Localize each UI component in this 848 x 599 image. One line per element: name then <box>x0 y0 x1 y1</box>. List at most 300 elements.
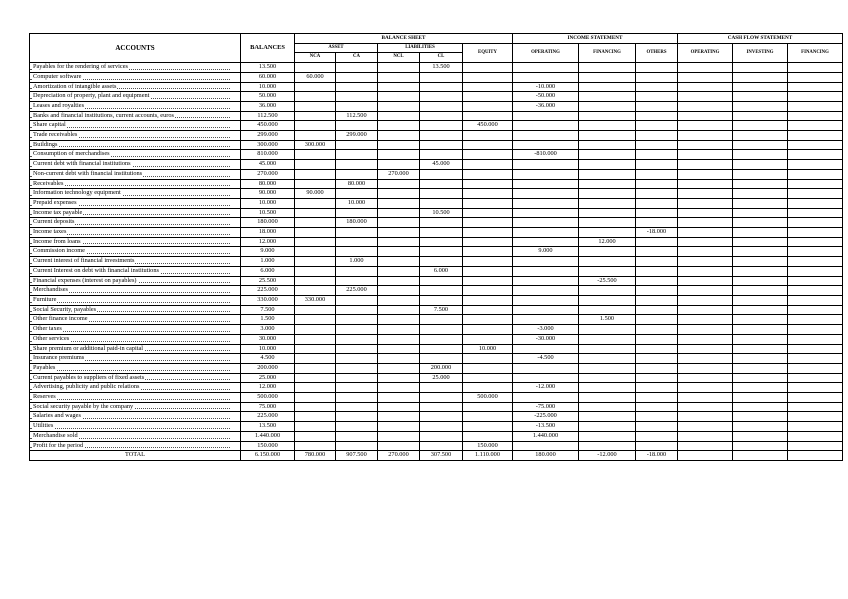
financing-cell <box>579 218 636 228</box>
ca-cell <box>336 431 378 441</box>
account-label: Advertising, publicity and public relations <box>33 383 140 391</box>
operating-cell <box>513 363 579 373</box>
ca-cell <box>336 344 378 354</box>
ncl-header: NCL <box>378 53 420 63</box>
table-row <box>30 92 843 102</box>
balance-cell: 25.500 <box>241 276 295 286</box>
financing-cell: 12.000 <box>579 237 636 247</box>
ncl-cell <box>378 140 420 150</box>
account-name <box>30 412 241 422</box>
total-ncl: 270.000 <box>378 451 420 461</box>
ncl-cell <box>378 92 420 102</box>
financing-cell <box>579 412 636 422</box>
operating-cell <box>513 218 579 228</box>
financing-cell <box>579 111 636 121</box>
equity-cell <box>463 276 513 286</box>
operating-cell <box>513 257 579 267</box>
cf-financing-cell <box>788 140 843 150</box>
cl-cell: 200.000 <box>420 363 463 373</box>
cf-operating-cell <box>678 63 733 73</box>
account-name <box>30 247 241 257</box>
account-label: Payables for the rendering of services <box>33 63 128 71</box>
nca-cell <box>295 383 336 393</box>
total-operating: 180.000 <box>513 451 579 461</box>
cl-cell <box>420 276 463 286</box>
account-name <box>30 354 241 364</box>
ncl-cell <box>378 334 420 344</box>
accounts-header: ACCOUNTS <box>30 34 241 63</box>
cl-cell <box>420 228 463 238</box>
balance-sheet-header: BALANCE SHEET <box>295 34 513 44</box>
others-cell <box>636 247 678 257</box>
ca-cell <box>336 315 378 325</box>
cl-cell <box>420 140 463 150</box>
table-row <box>30 334 843 344</box>
cf-financing-cell <box>788 169 843 179</box>
account-name <box>30 101 241 111</box>
cf-investing-cell <box>733 160 788 170</box>
balance-cell: 112.500 <box>241 111 295 121</box>
nca-cell <box>295 247 336 257</box>
balance-cell: 13.500 <box>241 422 295 432</box>
cf-operating-cell <box>678 315 733 325</box>
cf-financing-cell <box>788 431 843 441</box>
cf-operating-cell <box>678 373 733 383</box>
account-label: Receivables <box>33 179 64 187</box>
account-name <box>30 121 241 131</box>
others-cell <box>636 383 678 393</box>
others-cell <box>636 402 678 412</box>
account-label: Income taxes <box>33 228 67 236</box>
operating-cell: -12.000 <box>513 383 579 393</box>
balance-cell: 1.440.000 <box>241 431 295 441</box>
cf-financing-cell <box>788 402 843 412</box>
account-name <box>30 189 241 199</box>
ncl-cell <box>378 101 420 111</box>
ncl-cell <box>378 160 420 170</box>
operating-cell <box>513 63 579 73</box>
cf-financing-cell <box>788 373 843 383</box>
equity-cell <box>463 412 513 422</box>
cf-financing-header: FINANCING <box>788 43 843 62</box>
table-row <box>30 179 843 189</box>
nca-cell <box>295 266 336 276</box>
financing-cell <box>579 82 636 92</box>
cl-cell <box>420 131 463 141</box>
operating-cell: -13.500 <box>513 422 579 432</box>
cf-financing-cell <box>788 218 843 228</box>
cl-cell <box>420 198 463 208</box>
cf-financing-cell <box>788 295 843 305</box>
ncl-cell: 270.000 <box>378 169 420 179</box>
account-label: Utilities <box>33 422 54 430</box>
account-label: Merchandise sold <box>33 431 78 439</box>
equity-cell <box>463 363 513 373</box>
ncl-cell <box>378 422 420 432</box>
ca-cell <box>336 160 378 170</box>
equity-cell <box>463 334 513 344</box>
ca-cell <box>336 92 378 102</box>
financing-cell: -25.500 <box>579 276 636 286</box>
account-label: Salaries and wages <box>33 412 81 420</box>
cf-investing-cell <box>733 131 788 141</box>
cf-investing-cell <box>733 276 788 286</box>
financing-cell <box>579 373 636 383</box>
total-balance: 6.150.000 <box>241 451 295 461</box>
account-label: Information technology equipment <box>33 189 121 197</box>
nca-cell <box>295 334 336 344</box>
table-row <box>30 412 843 422</box>
operating-cell <box>513 228 579 238</box>
equity-cell <box>463 72 513 82</box>
operating-cell: -75.000 <box>513 402 579 412</box>
financing-cell <box>579 160 636 170</box>
operating-cell <box>513 237 579 247</box>
ca-cell <box>336 325 378 335</box>
operating-cell: 1.440.000 <box>513 431 579 441</box>
nca-cell <box>295 160 336 170</box>
cf-financing-cell <box>788 150 843 160</box>
cf-investing-cell <box>733 237 788 247</box>
account-name <box>30 383 241 393</box>
equity-cell <box>463 140 513 150</box>
cl-cell <box>420 344 463 354</box>
financing-cell <box>579 101 636 111</box>
cf-operating-cell <box>678 228 733 238</box>
account-name <box>30 82 241 92</box>
account-label: Share premium or additional paid-in capital <box>33 344 143 352</box>
cf-financing-cell <box>788 305 843 315</box>
operating-cell <box>513 72 579 82</box>
cf-investing-cell <box>733 218 788 228</box>
nca-cell <box>295 431 336 441</box>
account-label: Leases and royalties <box>33 101 85 109</box>
cf-investing-cell <box>733 334 788 344</box>
cl-cell <box>420 286 463 296</box>
table-row <box>30 111 843 121</box>
equity-cell <box>463 179 513 189</box>
ncl-cell <box>378 441 420 451</box>
cl-cell <box>420 412 463 422</box>
equity-cell <box>463 92 513 102</box>
operating-cell: -30.000 <box>513 334 579 344</box>
balances-header: BALANCES <box>241 34 295 63</box>
others-cell <box>636 131 678 141</box>
others-cell <box>636 150 678 160</box>
cf-financing-cell <box>788 101 843 111</box>
ca-cell: 180.000 <box>336 218 378 228</box>
ncl-cell <box>378 131 420 141</box>
cl-cell <box>420 237 463 247</box>
operating-cell <box>513 198 579 208</box>
others-cell <box>636 140 678 150</box>
account-name <box>30 160 241 170</box>
ncl-cell <box>378 383 420 393</box>
cf-investing-cell <box>733 315 788 325</box>
account-label: Share capital <box>33 121 66 129</box>
account-name <box>30 373 241 383</box>
equity-cell <box>463 218 513 228</box>
equity-cell <box>463 247 513 257</box>
others-cell <box>636 82 678 92</box>
cl-cell <box>420 431 463 441</box>
balance-cell: 36.000 <box>241 101 295 111</box>
balance-cell: 13.500 <box>241 63 295 73</box>
account-label: Non-current debt with financial institutions <box>33 169 143 177</box>
ca-cell <box>336 169 378 179</box>
operating-cell <box>513 344 579 354</box>
cf-investing-cell <box>733 354 788 364</box>
nca-cell: 90.000 <box>295 189 336 199</box>
others-cell <box>636 237 678 247</box>
ncl-cell <box>378 402 420 412</box>
balance-cell: 6.000 <box>241 266 295 276</box>
cl-cell <box>420 82 463 92</box>
nca-cell <box>295 412 336 422</box>
operating-cell <box>513 208 579 218</box>
cf-operating-cell <box>678 276 733 286</box>
nca-cell <box>295 63 336 73</box>
balance-cell: 300.000 <box>241 140 295 150</box>
ca-cell <box>336 101 378 111</box>
equity-cell <box>463 198 513 208</box>
cf-investing-cell <box>733 412 788 422</box>
dot-leader <box>30 428 230 429</box>
account-label: Depreciation of property, plant and equipment <box>33 92 150 100</box>
operating-cell <box>513 286 579 296</box>
nca-cell <box>295 354 336 364</box>
financing-cell <box>579 422 636 432</box>
operating-cell <box>513 393 579 403</box>
equity-cell <box>463 325 513 335</box>
total-others: -18.000 <box>636 451 678 461</box>
cf-financing-cell <box>788 363 843 373</box>
cf-operating-cell <box>678 325 733 335</box>
account-name <box>30 305 241 315</box>
cf-operating-cell <box>678 257 733 267</box>
cf-operating-cell <box>678 354 733 364</box>
account-name <box>30 63 241 73</box>
asset-header: ASSET <box>295 43 378 53</box>
others-cell <box>636 441 678 451</box>
financing-cell <box>579 354 636 364</box>
ncl-cell <box>378 295 420 305</box>
cl-cell <box>420 441 463 451</box>
cl-cell <box>420 334 463 344</box>
nca-cell <box>295 228 336 238</box>
account-label: Prepaid expenses <box>33 198 77 206</box>
cl-cell <box>420 315 463 325</box>
balance-cell: 225.000 <box>241 412 295 422</box>
total-ca: 907.500 <box>336 451 378 461</box>
ca-cell <box>336 305 378 315</box>
cf-operating-cell <box>678 344 733 354</box>
balance-cell: 75.000 <box>241 402 295 412</box>
cl-cell <box>420 383 463 393</box>
cf-investing-cell <box>733 92 788 102</box>
financing-cell <box>579 383 636 393</box>
ca-cell <box>336 63 378 73</box>
equity-cell <box>463 169 513 179</box>
table-row <box>30 325 843 335</box>
liabilities-header: LIABILITIES <box>378 43 463 53</box>
cf-investing-cell <box>733 431 788 441</box>
account-label: Other finance income <box>33 315 88 323</box>
cf-investing-cell <box>733 82 788 92</box>
account-name <box>30 422 241 432</box>
total-cf-investing <box>733 451 788 461</box>
others-cell <box>636 286 678 296</box>
cf-operating-cell <box>678 140 733 150</box>
cf-financing-cell <box>788 131 843 141</box>
equity-cell <box>463 383 513 393</box>
nca-cell <box>295 422 336 432</box>
ncl-cell <box>378 305 420 315</box>
cf-operating-cell <box>678 422 733 432</box>
cl-cell: 13.500 <box>420 63 463 73</box>
others-cell <box>636 305 678 315</box>
cf-financing-cell <box>788 82 843 92</box>
account-name <box>30 363 241 373</box>
cf-financing-cell <box>788 179 843 189</box>
equity-cell <box>463 150 513 160</box>
account-label: Income from loans <box>33 237 81 245</box>
operating-cell: -36.000 <box>513 101 579 111</box>
ncl-cell <box>378 82 420 92</box>
balance-cell: 150.000 <box>241 441 295 451</box>
table-row <box>30 208 843 218</box>
cf-investing-cell <box>733 72 788 82</box>
cf-financing-cell <box>788 63 843 73</box>
balance-cell: 10.000 <box>241 82 295 92</box>
cf-investing-cell <box>733 373 788 383</box>
cl-cell <box>420 169 463 179</box>
operating-cell <box>513 373 579 383</box>
account-name <box>30 431 241 441</box>
cf-operating-cell <box>678 121 733 131</box>
ca-cell: 80.000 <box>336 179 378 189</box>
income-statement-header: INCOME STATEMENT <box>513 34 678 44</box>
ncl-cell <box>378 373 420 383</box>
operating-cell <box>513 169 579 179</box>
account-name <box>30 325 241 335</box>
ncl-cell <box>378 72 420 82</box>
equity-cell <box>463 111 513 121</box>
account-label: Computer software <box>33 72 82 80</box>
equity-cell: 500.000 <box>463 393 513 403</box>
operating-cell <box>513 179 579 189</box>
table-row <box>30 140 843 150</box>
cf-investing-cell <box>733 383 788 393</box>
ca-cell <box>336 82 378 92</box>
cf-operating-cell <box>678 179 733 189</box>
balance-cell: 810.000 <box>241 150 295 160</box>
cl-cell <box>420 354 463 364</box>
balance-cell: 12.000 <box>241 237 295 247</box>
account-label: Current deposits <box>33 218 75 226</box>
nca-cell <box>295 208 336 218</box>
nca-cell <box>295 276 336 286</box>
table-row <box>30 402 843 412</box>
ca-cell <box>336 412 378 422</box>
others-cell: -18.000 <box>636 228 678 238</box>
cf-investing-cell <box>733 422 788 432</box>
others-cell <box>636 422 678 432</box>
account-name <box>30 295 241 305</box>
table-row <box>30 373 843 383</box>
cf-operating-cell <box>678 198 733 208</box>
nca-cell <box>295 257 336 267</box>
balance-cell: 4.500 <box>241 354 295 364</box>
others-cell <box>636 325 678 335</box>
ca-cell <box>336 121 378 131</box>
cf-operating-cell <box>678 247 733 257</box>
ncl-cell <box>378 237 420 247</box>
cf-investing-cell <box>733 266 788 276</box>
account-label: Insurance premiums <box>33 354 85 362</box>
total-row <box>30 451 843 461</box>
financing-cell <box>579 169 636 179</box>
nca-cell <box>295 344 336 354</box>
operating-cell: -50.000 <box>513 92 579 102</box>
ca-cell <box>336 354 378 364</box>
ca-cell <box>336 441 378 451</box>
ncl-cell <box>378 286 420 296</box>
equity-cell: 10.000 <box>463 344 513 354</box>
cf-investing-cell <box>733 344 788 354</box>
table-row <box>30 82 843 92</box>
account-label: Furniture <box>33 295 57 303</box>
account-name <box>30 208 241 218</box>
financing-cell <box>579 179 636 189</box>
others-cell <box>636 121 678 131</box>
cf-financing-cell <box>788 266 843 276</box>
equity-cell <box>463 286 513 296</box>
ca-cell <box>336 373 378 383</box>
account-name <box>30 315 241 325</box>
ncl-cell <box>378 247 420 257</box>
operating-cell <box>513 305 579 315</box>
others-cell <box>636 393 678 403</box>
table-row <box>30 218 843 228</box>
cf-financing-cell <box>788 189 843 199</box>
account-name <box>30 402 241 412</box>
equity-cell: 450.000 <box>463 121 513 131</box>
nca-cell <box>295 150 336 160</box>
others-cell <box>636 334 678 344</box>
account-label: Current payables to suppliers of fixed assets <box>33 373 145 381</box>
operating-cell <box>513 441 579 451</box>
cf-investing-cell <box>733 393 788 403</box>
cf-investing-header: INVESTING <box>733 43 788 62</box>
cl-cell <box>420 101 463 111</box>
account-label: Other services <box>33 334 70 342</box>
others-cell <box>636 257 678 267</box>
cf-operating-cell <box>678 218 733 228</box>
financing-cell <box>579 63 636 73</box>
nca-cell <box>295 373 336 383</box>
equity-cell <box>463 82 513 92</box>
nca-cell: 330.000 <box>295 295 336 305</box>
nca-cell <box>295 92 336 102</box>
cf-financing-cell <box>788 198 843 208</box>
financing-cell <box>579 431 636 441</box>
account-name <box>30 179 241 189</box>
operating-cell: -10.000 <box>513 82 579 92</box>
operating-cell: -810.000 <box>513 150 579 160</box>
cf-financing-cell <box>788 441 843 451</box>
ncl-cell <box>378 363 420 373</box>
